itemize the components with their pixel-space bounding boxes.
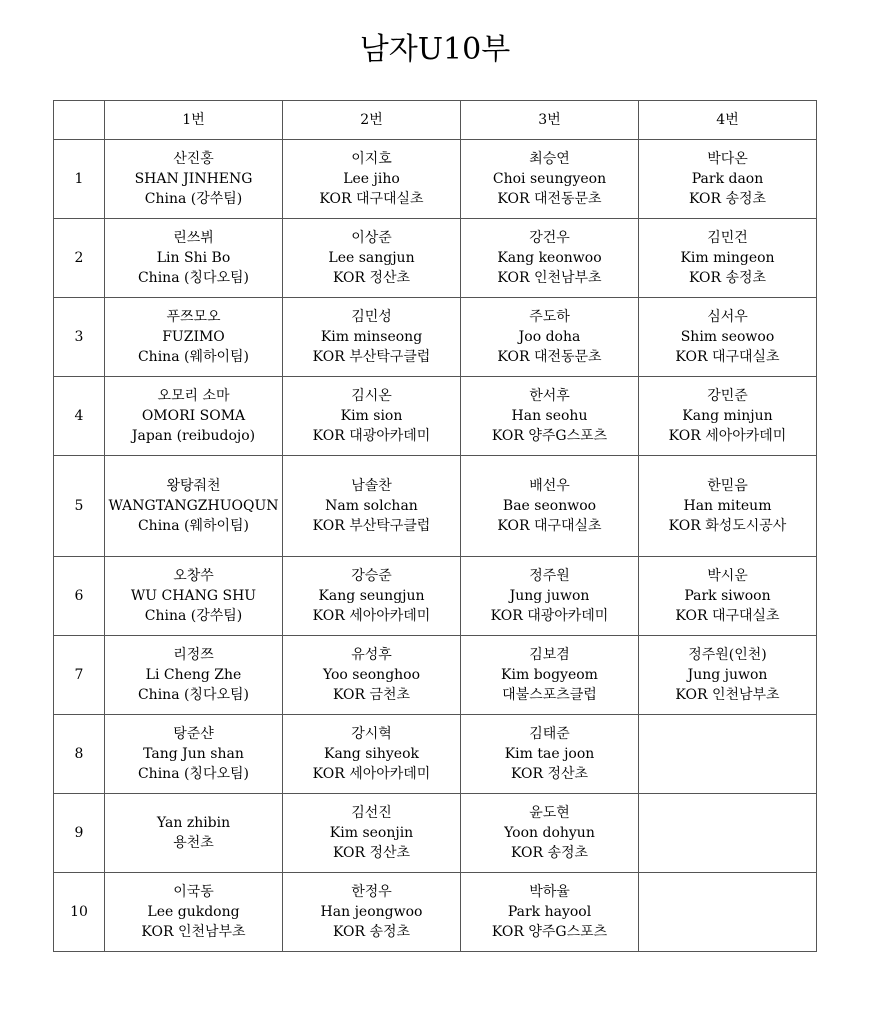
player-cell	[461, 219, 639, 298]
row-number: 6	[54, 557, 105, 636]
player-name-korean: 린쓰뷔	[173, 230, 214, 246]
player-cell	[461, 377, 639, 456]
player-name-korean: 강민준	[707, 388, 748, 404]
player-name-roman: Han seohu	[511, 408, 588, 424]
player-name-korean: 박하율	[529, 884, 570, 900]
player-name-korean: 리정쯔	[173, 647, 214, 663]
player-affiliation: 용천초	[173, 835, 214, 851]
player-cell	[639, 298, 817, 377]
player-name-roman: Kang minjun	[682, 408, 773, 424]
player-affiliation: KOR 인천남부초	[675, 687, 780, 703]
table-row	[54, 636, 817, 715]
player-name-korean: 왕탕줘천	[166, 478, 221, 494]
player-cell	[461, 873, 639, 952]
player-name-korean: 오모리 소마	[157, 388, 230, 404]
player-affiliation: China (강쑤팀)	[144, 608, 243, 624]
player-affiliation: KOR 양주G스포츠	[491, 924, 608, 940]
player-name-roman: Bae seonwoo	[502, 498, 597, 514]
player-name-korean: 강시혁	[351, 726, 392, 742]
player-name-roman: Kang seungjun	[318, 588, 425, 604]
table-row	[54, 298, 817, 377]
player-affiliation: KOR 대구대실초	[675, 349, 780, 365]
player-name-roman: Han miteum	[683, 498, 772, 514]
row-number: 5	[54, 456, 105, 557]
player-affiliation: China (칭다오팀)	[137, 270, 250, 286]
player-affiliation: China (웨하이팀)	[137, 349, 250, 365]
row-number: 7	[54, 636, 105, 715]
player-name-roman: Joo doha	[518, 329, 581, 345]
header-cell-blank	[54, 101, 105, 140]
player-name-korean: 유성후	[351, 647, 392, 663]
player-name-roman: Nam solchan	[325, 498, 418, 514]
player-name-korean: 산진홍	[173, 151, 214, 167]
player-name-korean: 박시운	[707, 568, 748, 584]
player-affiliation: KOR 송정초	[332, 924, 411, 940]
player-cell	[283, 456, 461, 557]
player-name-korean: 한서후	[529, 388, 570, 404]
player-cell	[105, 140, 283, 219]
player-name-roman: Lee sangjun	[328, 250, 415, 266]
player-name-korean: 심서우	[707, 309, 748, 325]
row-number: 4	[54, 377, 105, 456]
player-affiliation: KOR 송정초	[688, 270, 767, 286]
player-name-roman: Kim minseong	[320, 329, 423, 345]
player-name-korean: 이지호	[351, 151, 392, 167]
player-name-roman: Kim bogyeom	[501, 667, 598, 683]
player-name-korean: 강건우	[529, 230, 570, 246]
player-name-korean: 남솔찬	[351, 478, 392, 494]
player-affiliation: KOR 대광아카데미	[490, 608, 609, 624]
player-name-roman: Kim mingeon	[680, 250, 775, 266]
header-cell-4: 4번	[639, 101, 817, 140]
player-cell	[105, 298, 283, 377]
player-name-korean: 박다온	[707, 151, 748, 167]
player-name-roman: Kim sion	[340, 408, 403, 424]
player-cell	[639, 794, 817, 873]
player-name-roman: Park hayool	[507, 904, 592, 920]
player-affiliation: KOR 인천남부초	[141, 924, 246, 940]
player-name-roman: WANGTANGZHUOQUN	[108, 498, 279, 514]
player-cell	[283, 794, 461, 873]
player-name-roman: Jung juwon	[687, 667, 768, 683]
table-row	[54, 873, 817, 952]
player-affiliation: China (칭다오팀)	[137, 766, 250, 782]
row-number: 1	[54, 140, 105, 219]
player-affiliation: China (칭다오팀)	[137, 687, 250, 703]
player-cell	[283, 140, 461, 219]
player-name-korean: 김선진	[351, 805, 392, 821]
player-name-korean: 한믿음	[707, 478, 748, 494]
player-cell	[105, 636, 283, 715]
player-affiliation: KOR 세아아카데미	[312, 766, 431, 782]
player-affiliation: KOR 금천초	[332, 687, 411, 703]
player-affiliation: KOR 인천남부초	[497, 270, 602, 286]
player-cell	[461, 557, 639, 636]
player-cell	[639, 456, 817, 557]
player-cell	[283, 377, 461, 456]
player-affiliation: China (강쑤팀)	[144, 191, 243, 207]
player-cell	[639, 557, 817, 636]
table-body	[54, 140, 817, 952]
player-name-roman: OMORI SOMA	[141, 408, 246, 424]
player-name-korean: 이상준	[351, 230, 392, 246]
player-cell	[283, 636, 461, 715]
row-number: 9	[54, 794, 105, 873]
player-cell	[105, 794, 283, 873]
player-cell	[105, 456, 283, 557]
player-name-korean: 정주원	[529, 568, 570, 584]
player-name-korean: 배선우	[529, 478, 570, 494]
row-number: 10	[54, 873, 105, 952]
player-name-roman: Yoo seonghoo	[322, 667, 421, 683]
player-affiliation: KOR 정산초	[510, 766, 589, 782]
table-row	[54, 715, 817, 794]
player-affiliation: KOR 화성도시공사	[668, 518, 787, 534]
player-name-korean: 김보겸	[529, 647, 570, 663]
player-name-roman: Kim tae joon	[504, 746, 595, 762]
player-affiliation: KOR 대구대실초	[675, 608, 780, 624]
player-affiliation: Japan (reibudojo)	[131, 428, 256, 444]
player-name-roman: SHAN JINHENG	[134, 171, 253, 187]
row-number: 2	[54, 219, 105, 298]
header-cell-3: 3번	[461, 101, 639, 140]
player-affiliation: KOR 대구대실초	[497, 518, 602, 534]
player-affiliation: KOR 대전동문초	[497, 349, 602, 365]
player-name-korean: 정주원(인천)	[688, 647, 767, 663]
player-name-korean: 푸쯔모오	[166, 309, 221, 325]
player-cell	[639, 219, 817, 298]
player-cell	[461, 715, 639, 794]
row-number: 3	[54, 298, 105, 377]
player-name-roman: Yoon dohyun	[504, 825, 595, 841]
player-name-roman: Shim seowoo	[680, 329, 775, 345]
player-cell	[283, 873, 461, 952]
player-affiliation: KOR 부산탁구클럽	[312, 349, 431, 365]
player-name-korean: 이국동	[173, 884, 214, 900]
table-row	[54, 140, 817, 219]
player-name-roman: Tang Jun shan	[143, 746, 244, 762]
player-name-korean: 한정우	[351, 884, 392, 900]
header-cell-1: 1번	[105, 101, 283, 140]
table-row	[54, 219, 817, 298]
player-name-roman: Yan zhibin	[156, 815, 231, 831]
player-cell	[639, 140, 817, 219]
player-affiliation: 대불스포츠클럽	[502, 687, 597, 703]
player-name-roman: Park daon	[691, 171, 764, 187]
player-name-roman: WU CHANG SHU	[130, 588, 257, 604]
player-name-korean: 주도하	[529, 309, 570, 325]
player-name-roman: Choi seungyeon	[492, 171, 607, 187]
player-name-roman: Kang sihyeok	[323, 746, 420, 762]
player-cell	[461, 636, 639, 715]
player-name-roman: Li Cheng Zhe	[145, 667, 242, 683]
player-affiliation: China (웨하이팀)	[137, 518, 250, 534]
player-affiliation: KOR 부산탁구클럽	[312, 518, 431, 534]
player-affiliation: KOR 대구대실초	[319, 191, 424, 207]
player-cell	[105, 715, 283, 794]
player-cell	[105, 219, 283, 298]
player-cell	[283, 219, 461, 298]
player-affiliation: KOR 송정초	[688, 191, 767, 207]
player-name-roman: Park siwoon	[684, 588, 771, 604]
player-name-korean: 김민성	[351, 309, 392, 325]
player-cell	[283, 557, 461, 636]
player-affiliation: KOR 대전동문초	[497, 191, 602, 207]
player-cell	[461, 298, 639, 377]
player-affiliation: KOR 대광아카데미	[312, 428, 431, 444]
player-name-korean: 김시온	[351, 388, 392, 404]
player-cell	[639, 377, 817, 456]
player-cell	[639, 715, 817, 794]
player-cell	[105, 557, 283, 636]
player-name-korean: 최승연	[529, 151, 570, 167]
table-row	[54, 456, 817, 557]
player-cell	[639, 873, 817, 952]
player-cell	[105, 377, 283, 456]
player-affiliation: KOR 양주G스포츠	[491, 428, 608, 444]
player-name-korean: 오창쑤	[173, 568, 214, 584]
table-row	[54, 794, 817, 873]
player-name-korean: 탕준샨	[173, 726, 214, 742]
table-row	[54, 377, 817, 456]
bracket-table	[53, 100, 817, 952]
player-name-korean: 강승준	[351, 568, 392, 584]
player-name-roman: Han jeongwoo	[320, 904, 423, 920]
row-number: 8	[54, 715, 105, 794]
header-cell-2: 2번	[283, 101, 461, 140]
player-cell	[283, 715, 461, 794]
table-row	[54, 557, 817, 636]
player-cell	[283, 298, 461, 377]
player-affiliation: KOR 정산초	[332, 270, 411, 286]
header-row	[54, 101, 817, 140]
player-affiliation: KOR 송정초	[510, 845, 589, 861]
player-name-roman: Jung juwon	[509, 588, 590, 604]
page-title: 남자U10부	[359, 32, 511, 67]
player-name-roman: Kim seonjin	[329, 825, 414, 841]
player-name-korean: 김태준	[529, 726, 570, 742]
player-name-roman: Lee jiho	[343, 171, 400, 187]
player-name-roman: Lee gukdong	[147, 904, 240, 920]
player-cell	[461, 140, 639, 219]
player-name-korean: 김민건	[707, 230, 748, 246]
player-name-roman: FUZIMO	[162, 329, 225, 345]
player-name-korean: 윤도현	[529, 805, 570, 821]
player-cell	[639, 636, 817, 715]
player-affiliation: KOR 세아아카데미	[312, 608, 431, 624]
player-cell	[461, 456, 639, 557]
player-cell	[105, 873, 283, 952]
player-affiliation: KOR 정산초	[332, 845, 411, 861]
player-cell	[461, 794, 639, 873]
player-name-roman: Kang keonwoo	[497, 250, 602, 266]
player-affiliation: KOR 세아아카데미	[668, 428, 787, 444]
player-name-roman: Lin Shi Bo	[156, 250, 231, 266]
